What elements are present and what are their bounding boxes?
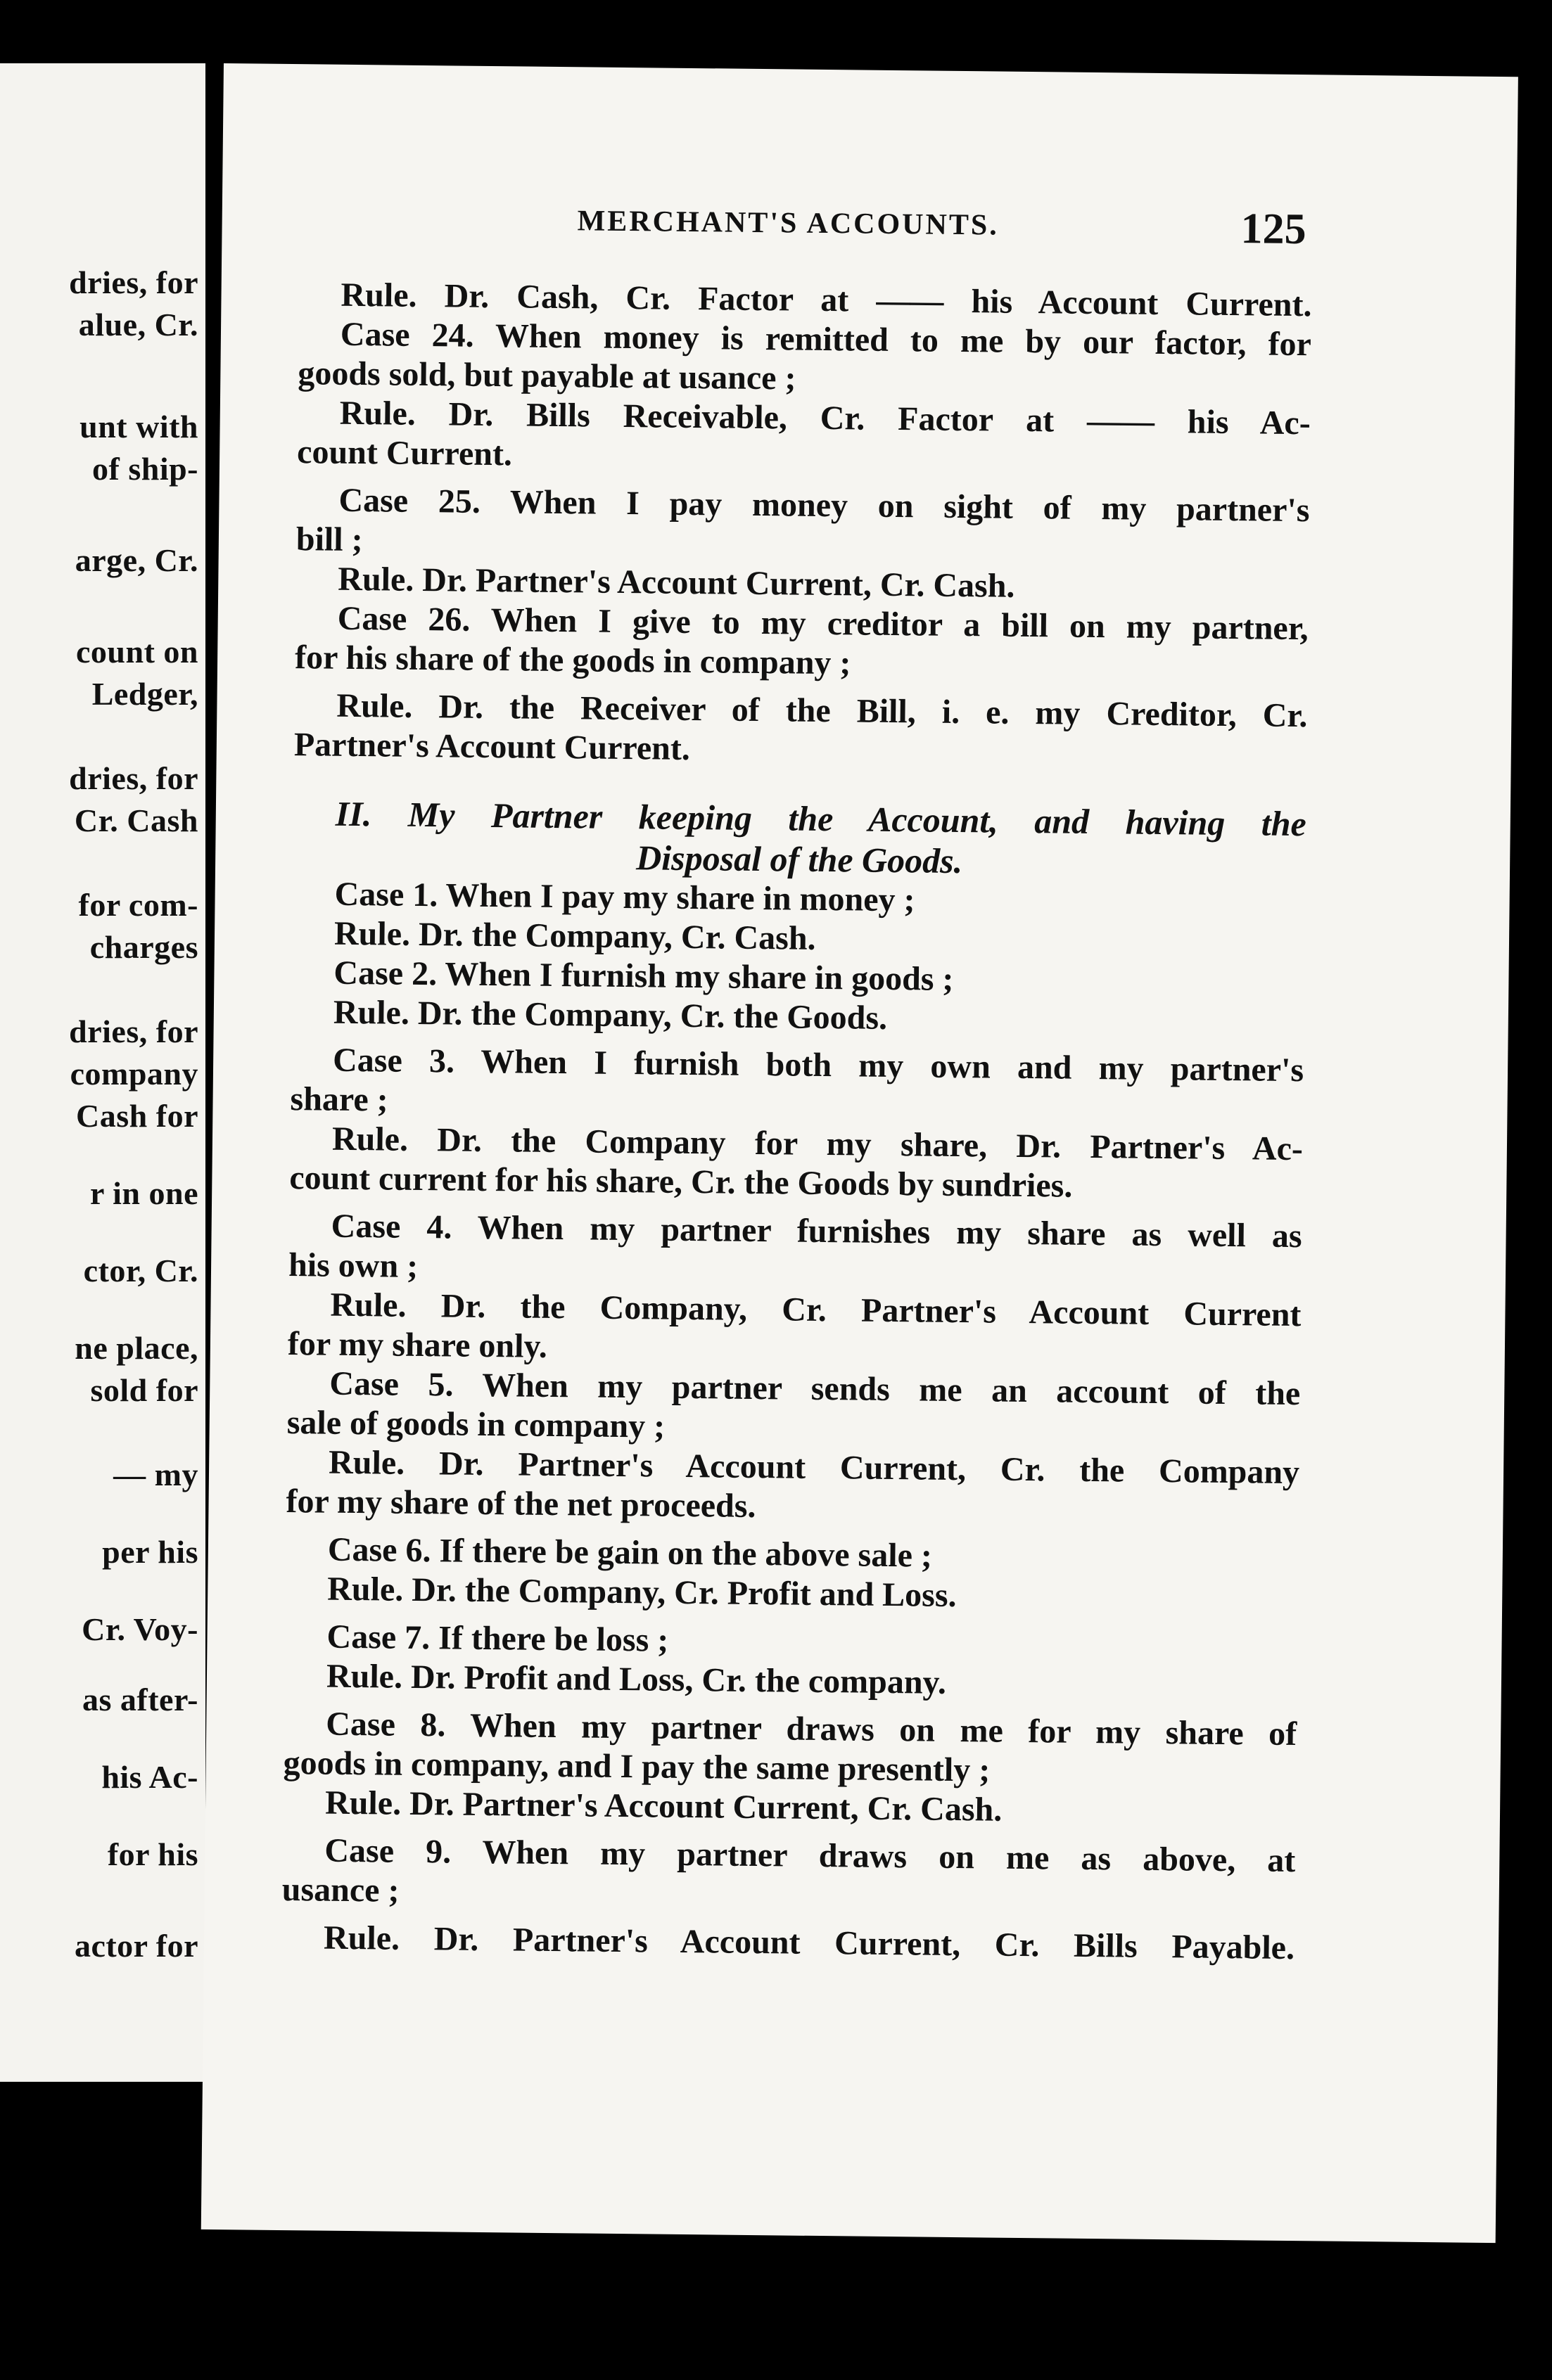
- text-line: Rule. Dr. Bills Receivable, Cr. Factor at —— his Ac-: [339, 394, 1311, 442]
- running-head: MERCHANT'S ACCOUNTS.: [577, 205, 999, 242]
- text-line: Rule. Dr. the Company, Cr. Cash.: [333, 914, 816, 957]
- facing-page-line: dries, for: [69, 264, 198, 300]
- page-number: 125: [1240, 205, 1306, 254]
- text-line: Case 1. When I pay my share in money ;: [334, 875, 915, 919]
- text-line: Case 4. When my partner furnishes my share as well as: [331, 1207, 1302, 1255]
- text-line: Case 24. When money is remitted to me by our factor, for: [340, 315, 1312, 364]
- facing-page-line: Cash for: [76, 1098, 198, 1134]
- section-title-line-2: Disposal of the Goods.: [635, 838, 963, 881]
- facing-page-line: Cr. Voy-: [82, 1611, 198, 1647]
- facing-page-line: Ledger,: [91, 676, 198, 712]
- facing-page-line: sold for: [90, 1372, 198, 1408]
- facing-page-line: dries, for: [69, 760, 198, 796]
- facing-page-line: alue, Cr.: [78, 307, 198, 343]
- text-line: bill ;: [295, 520, 363, 559]
- text-line: Rule. Dr. Cash, Cr. Factor at —— his Account Current.: [341, 276, 1312, 324]
- facing-page-line: his Ac-: [101, 1759, 198, 1795]
- text-line: Case 8. When my partner draws on me for my share of: [326, 1705, 1297, 1753]
- facing-page-line: arge, Cr.: [75, 542, 198, 578]
- text-line: Rule. Dr. the Company for my share, Dr. Partner's Ac-: [331, 1120, 1304, 1168]
- text-line: Case 9. When my partner draws on me as above, at: [324, 1831, 1296, 1880]
- text-line: sale of goods in company ;: [286, 1404, 666, 1445]
- facing-page-line: count on: [76, 634, 198, 670]
- facing-page-line: Cr. Cash: [74, 802, 198, 838]
- text-line: Case 2. When I furnish my share in goods ;: [333, 954, 954, 998]
- facing-page-line: per his: [102, 1534, 198, 1570]
- facing-page-line: r in one: [90, 1175, 198, 1211]
- text-block-part-1: [294, 275, 1312, 775]
- text-line: for my share of the net proceeds.: [286, 1483, 756, 1525]
- text-line: count Current.: [296, 433, 513, 473]
- text-line: Rule. Dr. the Company, Cr. Profit and Loss.: [327, 1570, 957, 1615]
- text-line: Rule. Dr. Partner's Account Current, Cr. the Company: [328, 1443, 1300, 1492]
- text-line: Case 7. If there be loss ;: [326, 1618, 669, 1659]
- text-line: Case 5. When my partner sends me an account of the: [329, 1364, 1301, 1413]
- facing-page-line: of ship-: [92, 451, 198, 487]
- text-line: Rule. Dr. Partner's Account Current, Cr. Bills Payable.: [323, 1919, 1295, 1967]
- text-line: Rule. Dr. the Receiver of the Bill, i. e. my Creditor, Cr.: [336, 686, 1308, 735]
- facing-page-line: as after-: [82, 1682, 198, 1717]
- text-line: goods in company, and I pay the same presently ;: [283, 1744, 991, 1789]
- text-line: Rule. Dr. Partner's Account Current, Cr. Cash.: [338, 560, 1015, 605]
- text-block-part-2: [281, 874, 1306, 1968]
- facing-page-line: ne place,: [75, 1330, 198, 1366]
- text-line: Rule. Dr. Profit and Loss, Cr. the company.: [326, 1657, 947, 1701]
- text-line: Case 3. When I furnish both my own and my partner's: [332, 1041, 1304, 1089]
- facing-page-line: — my: [113, 1457, 198, 1492]
- text-line: usance ;: [281, 1871, 400, 1909]
- text-line: Rule. Dr. the Company, Cr. the Goods.: [333, 993, 888, 1037]
- text-line: Rule. Dr. the Company, Cr. Partner's Account Current: [330, 1286, 1302, 1334]
- text-line: his own ;: [288, 1246, 419, 1285]
- facing-page-line: dries, for: [69, 1013, 198, 1049]
- text-line: Rule. Dr. Partner's Account Current, Cr. Cash.: [324, 1784, 1003, 1829]
- facing-page-line: for his: [107, 1836, 198, 1872]
- text-line: count current for his share, Cr. the Goods by sundries.: [289, 1159, 1073, 1205]
- text-line: Case 6. If there be gain on the above sale ;: [327, 1530, 933, 1575]
- text-line: Partner's Account Current.: [293, 726, 691, 767]
- facing-page-line: company: [70, 1056, 198, 1092]
- text-line: share ;: [290, 1080, 388, 1119]
- facing-page-line: actor for: [74, 1928, 198, 1964]
- page-body: [281, 275, 1312, 1968]
- facing-page-line: unt with: [79, 409, 198, 444]
- section-title-line-1: II. My Partner keeping the Account, and having the: [335, 793, 1307, 844]
- text-line: Case 25. When I pay money on sight of my partner's: [338, 481, 1310, 530]
- text-line: Case 26. When I give to my creditor a bill on my partner,: [337, 599, 1309, 648]
- text-line: for my share only.: [287, 1325, 548, 1365]
- text-line: for his share of the goods in company ;: [294, 639, 851, 682]
- facing-page-line: ctor, Cr.: [83, 1253, 198, 1288]
- facing-page-line: for com-: [78, 887, 198, 923]
- facing-page-line: charges: [89, 929, 198, 965]
- facing-page-fragment: [0, 63, 205, 2082]
- book-page: [201, 63, 1518, 2243]
- text-line: goods sold, but payable at usance ;: [298, 354, 796, 397]
- page-header: [222, 200, 1517, 263]
